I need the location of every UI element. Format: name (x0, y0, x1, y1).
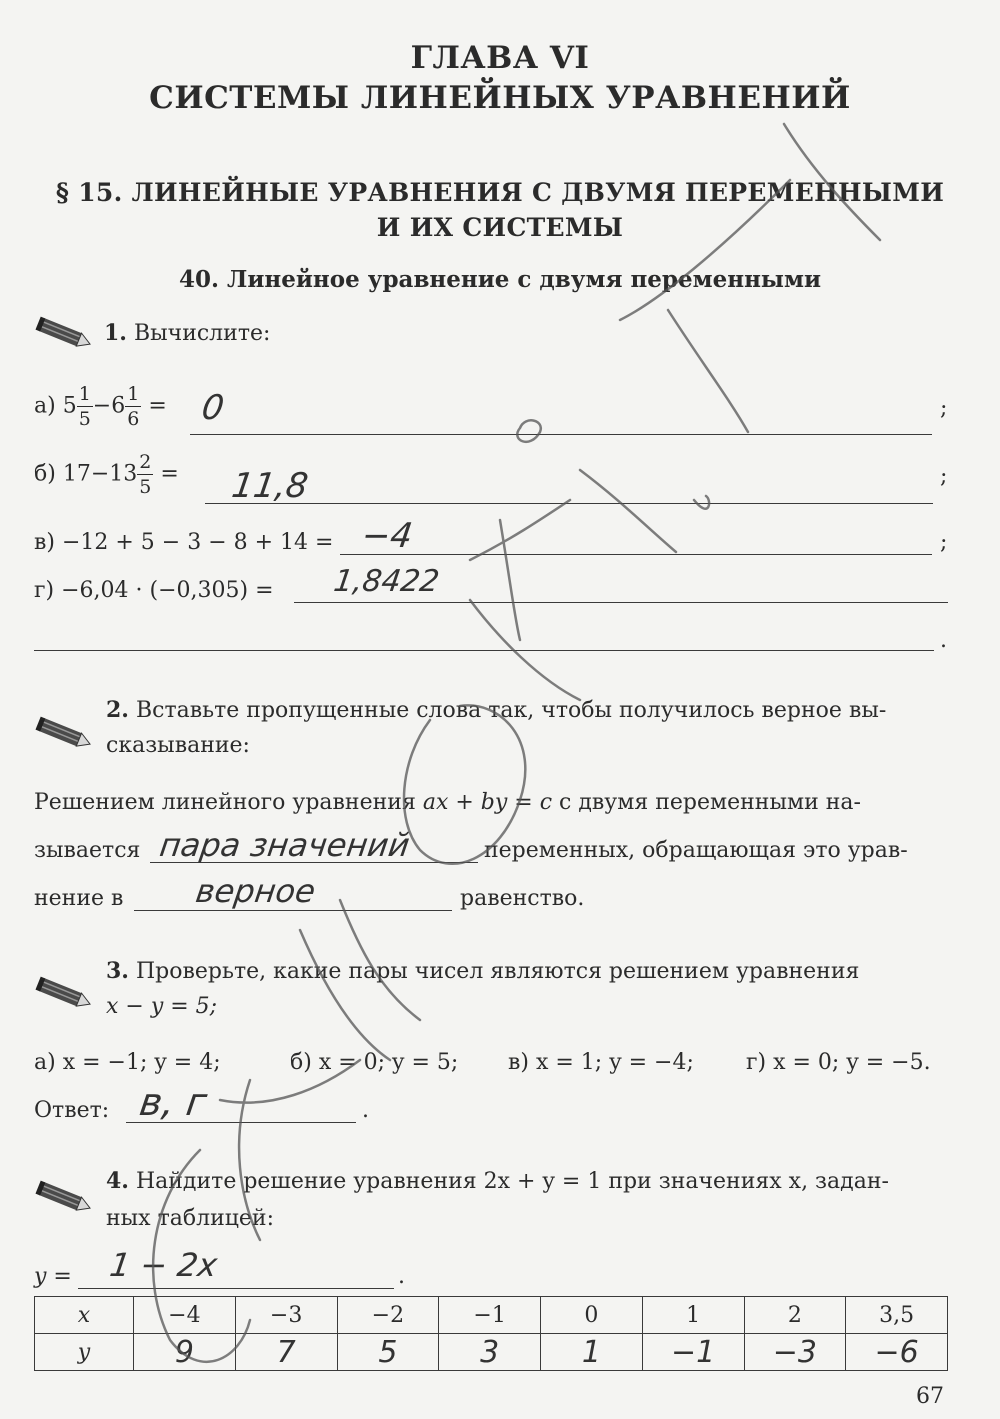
task3-option-a: а) x = −1; y = 4; (34, 1050, 221, 1075)
table-cell-x: −1 (439, 1297, 541, 1334)
table-cell-x: 1 (642, 1297, 744, 1334)
task4-y-label: y = (34, 1264, 72, 1289)
values-table (34, 1296, 948, 1371)
task3-option-d: г) x = 0; y = −5. (746, 1050, 931, 1075)
task2-line3: Решением линейного уравнения ax + by = c с двумя переменными на- (34, 790, 861, 815)
table-header-x: x (35, 1297, 134, 1334)
task1-a-expression: а) 5 $\frac{1}{5}$ −6 $\frac{1}{6}$ = (34, 383, 167, 430)
task2-line4-post: переменных, обращающая это урав- (484, 838, 908, 863)
task2-line5-pre: нение в (34, 886, 124, 911)
table-cell-x: 2 (744, 1297, 846, 1334)
answer-line[interactable] (34, 650, 934, 651)
pencil-icon (34, 1178, 96, 1218)
pencil-icon (34, 974, 96, 1014)
task1-b-answer[interactable]: 11,8 (229, 466, 311, 506)
answer-line[interactable] (294, 602, 948, 603)
table-cell-y[interactable]: −3 (744, 1334, 846, 1371)
answer-line[interactable] (134, 910, 452, 911)
task1-d-expression: г) −6,04 · (−0,305) = (34, 578, 274, 603)
table-cell-y[interactable]: −1 (642, 1334, 744, 1371)
task3-equation: x − y = 5; (106, 994, 218, 1019)
task4-line2: ных таблицей: (106, 1206, 274, 1231)
answer-line[interactable] (205, 503, 933, 504)
table-cell-y[interactable]: 3 (439, 1334, 541, 1371)
task4-line1: 4. Найдите решение уравнения 2x + y = 1 при значениях x, задан- (106, 1168, 889, 1194)
task1-a-end: ; (940, 396, 948, 421)
table-header-y: y (35, 1334, 134, 1371)
task1-a-answer[interactable]: 0 (199, 388, 227, 428)
task4-end: . (398, 1264, 405, 1289)
topic-title: 40. Линейное уравнение с двумя переменными (178, 266, 822, 293)
task2-line2: сказывание: (106, 733, 250, 758)
table-row (35, 1334, 948, 1371)
task1-d-answer[interactable]: 1,8422 (331, 564, 442, 599)
task1-b-expression: б) 17−13 $\frac{2}{5}$ = (34, 451, 179, 498)
table-row (35, 1297, 948, 1334)
table-cell-y[interactable]: 1 (541, 1334, 643, 1371)
table-cell-y[interactable]: 5 (337, 1334, 439, 1371)
answer-line[interactable] (190, 434, 932, 435)
task1-d-end: . (940, 628, 947, 653)
task2-line4-pre: зывается (34, 838, 141, 863)
task3-line1: 3. Проверьте, какие пары чисел являются решением уравнения (106, 958, 860, 984)
section-title-line1: § 15. ЛИНЕЙНЫЕ УРАВНЕНИЯ С ДВУМЯ ПЕРЕМЕННЫМИ (55, 178, 945, 207)
task2-line1: 2. Вставьте пропущенные слова так, чтобы получилось верное вы- (106, 697, 887, 723)
table-cell-y[interactable]: 7 (235, 1334, 337, 1371)
table-cell-y[interactable]: −6 (846, 1334, 948, 1371)
table-cell-x: −3 (235, 1297, 337, 1334)
task3-answer[interactable]: в, г (136, 1080, 210, 1124)
page-number: 67 (916, 1384, 944, 1409)
task2-answer2[interactable]: верное (193, 872, 318, 910)
task4-y-answer[interactable]: 1 − 2x (107, 1246, 220, 1284)
task2-line5-post: равенство. (460, 886, 585, 911)
task3-option-c: в) x = 1; y = −4; (508, 1050, 694, 1075)
table-cell-y[interactable]: 9 (134, 1334, 236, 1371)
table-cell-x: −4 (134, 1297, 236, 1334)
task3-option-b: б) x = 0; y = 5; (290, 1050, 459, 1075)
chapter-title: СИСТЕМЫ ЛИНЕЙНЫХ УРАВНЕНИЙ (149, 80, 851, 116)
pencil-icon (34, 714, 96, 754)
pencil-icon (34, 314, 96, 354)
task2-answer1[interactable]: пара значений (157, 826, 412, 864)
answer-line[interactable] (340, 554, 932, 555)
chapter-number: ГЛАВА VI (410, 40, 590, 76)
task1-c-end: ; (940, 530, 948, 555)
table-cell-x: 3,5 (846, 1297, 948, 1334)
table-cell-x: 0 (541, 1297, 643, 1334)
task1-c-expression: в) −12 + 5 − 3 − 8 + 14 = (34, 530, 334, 555)
answer-line[interactable] (78, 1288, 394, 1289)
section-title-line2: И ИХ СИСТЕМЫ (376, 213, 624, 242)
task1-c-answer[interactable]: −4 (359, 516, 415, 556)
task1-heading: 1. Вычислите: (104, 320, 271, 346)
task3-answer-label: Ответ: (34, 1098, 110, 1123)
task3-end: . (362, 1098, 369, 1123)
task1-b-end: ; (940, 464, 948, 489)
table-cell-x: −2 (337, 1297, 439, 1334)
